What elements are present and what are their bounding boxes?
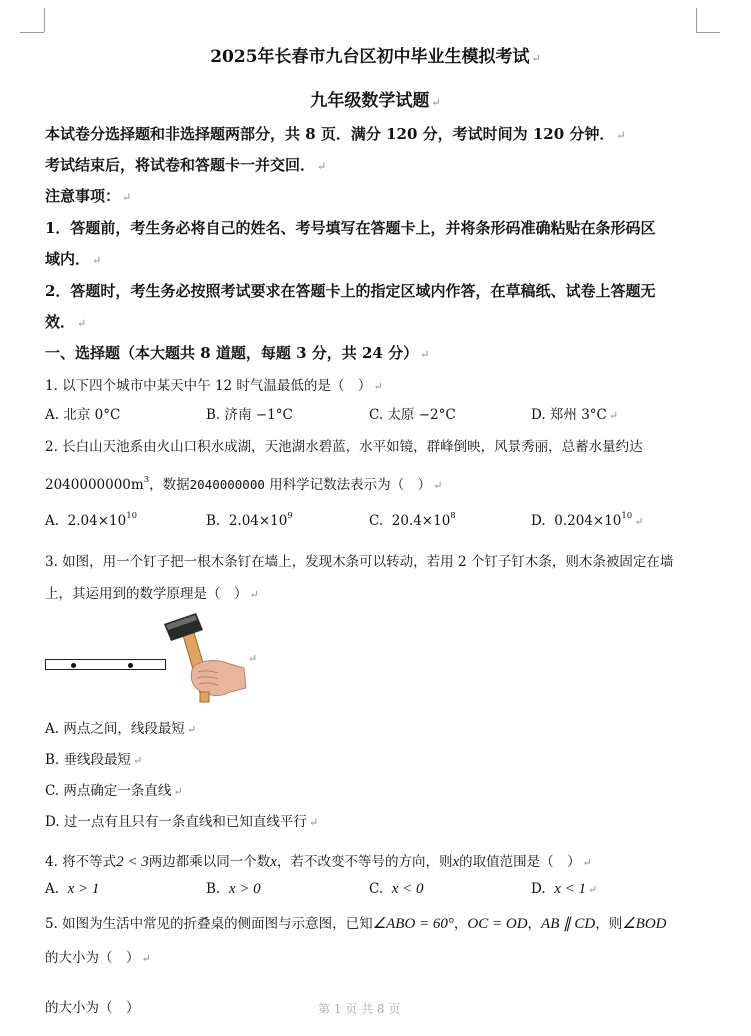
- angle-bod: ∠BOD: [622, 916, 667, 932]
- inequality-expression: 2 < 3: [116, 854, 149, 870]
- crop-mark-top-right-horizontal: [696, 32, 720, 33]
- question-4-option-b: B. x > 0: [206, 881, 261, 897]
- section-heading: 一、选择题（本大题共 8 道题，每题 3 分，共 24 分） ↵: [45, 344, 430, 362]
- nail-dot-right: [128, 663, 133, 668]
- question-3-option-d: D. 过一点有且只有一条直线和已知直线平行 ↵: [45, 814, 319, 830]
- question-5-stem: 5. 如图为生活中常见的折叠桌的侧面图与示意图，已知∠ABO = 60°，OC = OD，AB ∥ CD，则∠BOD: [45, 916, 667, 932]
- crop-mark-top-right-vertical: [696, 8, 697, 32]
- cubic-exponent: 3: [143, 475, 150, 485]
- question-2-option-b: B. $2.04\times 10^9$: [206, 511, 293, 529]
- question-3-option-a: A. 两点之间，线段最短 ↵: [45, 721, 197, 737]
- question-1-option-b: B. 济南 −1°C: [206, 407, 293, 423]
- intro-line-1: 本试卷分选择题和非选择题两部分，共 8 页．满分 120 分，考试时间为 120 分钟． ↵: [45, 125, 626, 143]
- question-1-option-d: D. 郑州 3°C ↵: [531, 407, 619, 423]
- notice-item-2-cont: 效． ↵: [45, 313, 87, 331]
- question-2-option-d: D. $0.204\times 10^{10}$ ↵: [531, 511, 644, 529]
- exam-subtitle: 九年级数学试题 ↵: [310, 91, 441, 111]
- intro-line-2: 考试结束后，将试卷和答题卡一并交回． ↵: [45, 156, 327, 174]
- question-1-stem: 1. 以下四个城市中某天中午 12 时气温最低的是（ ） ↵: [45, 378, 383, 394]
- question-2-stem-cont: $2040000000m^3$，数据2040000000 用科学记数法表示为（ ） ↵: [45, 475, 443, 493]
- question-4-option-a: A. x > 1: [45, 881, 100, 897]
- question-4-option-d: D. x < 1 ↵: [531, 881, 598, 897]
- question-2-option-c: C. $20.4\times 10^8$: [369, 511, 456, 529]
- page-number: 第 1 页 共 8 页: [318, 1002, 401, 1016]
- nail-dot-left: [71, 663, 76, 668]
- question-3-stem-cont: 上，其运用到的数学原理是（ ） ↵: [45, 586, 259, 602]
- variable-x: x: [452, 854, 460, 870]
- data-number: 2040000000: [189, 477, 265, 492]
- volume-value: 2040000000m: [45, 477, 144, 493]
- page-footer-cutoff: [0, 996, 751, 1016]
- parallel-lines: AB ∥ CD: [541, 916, 596, 932]
- question-4-option-c: C. x < 0: [369, 881, 424, 897]
- question-3-option-b: B. 垂线段最短 ↵: [45, 752, 143, 768]
- footer-overflow-text: 的大小为（ ）: [45, 1000, 140, 1016]
- hand: [191, 661, 246, 696]
- question-3-stem: 3. 如图，用一个钉子把一根木条钉在墙上，发现木条可以转动，若用 2 个钉子钉木条，则木条被固定在墙: [45, 554, 674, 570]
- exam-title: 2025年长春市九台区初中毕业生模拟考试 ↵: [210, 47, 541, 67]
- question-1-option-a: A. 北京 0°C: [45, 407, 121, 423]
- figure-paragraph-mark: ↵: [248, 652, 258, 665]
- notice-item-1-cont: 域内． ↵: [45, 250, 102, 268]
- question-5-stem-cont: 的大小为（ ） ↵: [45, 950, 151, 966]
- notice-item-2: 2．答题时，考生务必按照考试要求在答题卡上的指定区域内作答，在草稿纸、试卷上答题无: [45, 282, 656, 300]
- variable-x: x: [270, 854, 277, 870]
- question-1-option-c: C. 太原 −2°C: [369, 407, 456, 423]
- crop-mark-top-left-vertical: [44, 8, 45, 32]
- notice-item-1: 1．答题前，考生务必将自己的姓名、考号填写在答题卡上，并将条形码准确粘贴在条形码区: [45, 219, 656, 237]
- segment-equality: OC = OD: [467, 916, 528, 932]
- question-2-option-a: A. $2.04\times 10^{10}$: [45, 511, 138, 529]
- question-2-stem: 2. 长白山天池系由火山口积水成湖，天池湖水碧蓝，水平如镜，群峰倒映，风景秀丽，总蓄水量约达: [45, 439, 643, 455]
- angle-abo: ∠ABO = 60°: [372, 916, 454, 932]
- crop-mark-top-left-horizontal: [20, 32, 44, 33]
- hammer-hand-illustration: [160, 608, 260, 708]
- notice-heading: 注意事项： ↵: [45, 187, 132, 205]
- question-4-stem: 4. 将不等式2 < 3两边都乘以同一个数x，若不改变不等号的方向，则x的取值范围是（ ） ↵: [45, 854, 592, 870]
- question-3-option-c: C. 两点确定一条直线 ↵: [45, 783, 183, 799]
- wooden-strip-figure: [45, 659, 166, 670]
